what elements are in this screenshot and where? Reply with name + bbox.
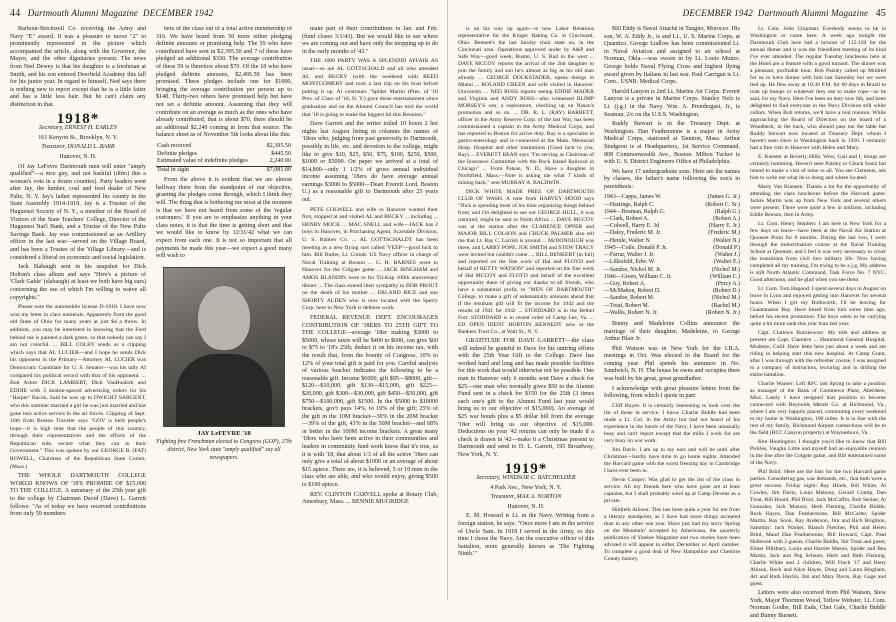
paragraph: is on his way up again—is now Labor Relations representative for the Kroger Baking Co. at Cincinnati, Ohio. Bennett's the last faculty chair state on, in the Cincinnati area. Operations approved under by A&P and Safe Way—good week, Buster, U. S. Rail in the west ... DAVE MCCOY reports the arrival of the 2nd daughter to join the family and son he's almost as big as his old man already. ... GEORGE DOCKSTADER, opens doings in Miami ... ROLAND GREEN and wife visited in Hanover. University ... NED ROSS reports seeing EDDIE MADER and Virginia and ANDY ROSS—also witnessed BLIMP MORSEY'S son, a sophomore, checking up on Nason's promotion and so on. ... DR. R. L. (RAY) BARRETT, officer in the Army Reserve Corp. of the last War, has been commissioned a captain in the Army Medical Corps, and has reported to Boston for active duty. Ray is a specialist in gastro-enterology and is connected at the Mass. Memorial Hosp. Hospital and other institutions (Good luck to you, Ray) ... EVERETT BEAN says "I'm serving as Chairman of the Insurance Committee with the Rock Island Railroad in Chicago" ... From Patsan, N. D., Have a daughter in Northfield, Mass.—Note is asking me what 7 kinds of mining back," sent MURRAY A. BALDWIN. — [458, 26, 594, 186]
table-row — [156, 143, 292, 151]
class-secretary-address: 4 Park Ave., New York, N. Y. — [490, 484, 562, 491]
table-row — [604, 303, 740, 310]
paragraph: make part of their contributions in Jan. and Feb. (fund closes 3/1/43). But we would like to see where we are coming out and have only the mopping up to do in the early months of '43." — [302, 26, 438, 55]
class-treasurer: Treasurer, DONALD L. BARR — [41, 144, 115, 151]
paragraph: Ruddy Stewart is in the Treasury Dept. at Washington. Dan Featherstone is a major in Army Medical Corps, stationed at Taunton, Mass. Arthur Studgeon is at Headquarters, 1st Service Command, 808 Commonwealth Ave., Boston. Milton Tucker is with U. S. District Engineers Office at Philadelphia. — [604, 121, 740, 166]
table-cell: Cash received — [157, 142, 192, 149]
right-page — [448, 0, 896, 619]
table-cell: —Wallis, Robert N. Jr. — [604, 309, 658, 316]
table-cell: —Heinle, Walter N. — [604, 237, 652, 244]
paragraph: FEDERAL REVENUE DEPT. ENCOURAGES CONTRIBUTION OF '18ERS TO 25TH GIFT TO THE COLLEGE—average '18er making $3000 to $5000, whose taxes will be $400 to $600, can give $60 to $75 to '18's 25th; deduct it on his income tax, with the result that, from the bounty of Congress, 10% to 12% of your total gift is paid for you. Careful analysis of various bracket indicates the following to be a reasonable gift. Income $6000, gift $95—$8000, gift—$120—$10,000, gift $130—$15,000, gift $225—$20,000, gift $300—$30,000, gift $450—$50,000, gift $750—$100,000, gift $1500. In the $5000 to $10000 brackets, gov't pays 14%, to 19% of the gift; 25% of the gift in the 10M bracket—30% in the 20M bracket—39% of the gift, 43% in the 50M bracket—and 68% or better in the 100M income brackets. A great many '18ers who have been active in their communities and leaders in community fund work know that it's true, as it is with '18, that about 1/3 of all the active '18ers can only give a total of about $1000 or an average of about $15 apiece. There are, it is believed, 5 or 10 men in the class who are able, and who would enjoy, giving $500 to $100 apiece. — [302, 314, 438, 489]
right-column-3 — [750, 26, 886, 622]
table-row — [156, 158, 292, 166]
table-row — [604, 274, 740, 281]
paragraph: Letters were also received from Phil Watson, Stew York, Major Thornton Wood, Tetlow Webster, Lt. Com. Norman Godbe, Bill Eads, Chet Gale, Charlie Biddle and Bunny Burnett. — [750, 590, 886, 619]
left-header-title: Dartmouth Alumni Magazine — [27, 8, 139, 18]
paragraph: Jack Slabaugh sent in his snapshot for Dick Holton's class album and says "Here's a picture of 'Clark Gable' (slabaugh) at least we both have big ears) concerning the use of which I'm willing to waive all copyrights." — [10, 264, 146, 301]
class-secretary-address: 161 Kenyon St., Brooklyn, N. Y. — [38, 134, 118, 141]
table-cell: —Sandoe, Nichol M. Jr. — [604, 266, 662, 273]
table-cell: —Sandoe, Robert M. — [604, 295, 655, 302]
table-row — [604, 194, 740, 201]
undergraduate-sons-table — [604, 194, 740, 316]
table-cell: 2,240.00 — [269, 158, 291, 165]
table-row — [604, 259, 740, 266]
portrait-head-shape — [198, 286, 250, 350]
table-cell: (Nichol M.) — [711, 266, 740, 273]
paragraph: Ken Huntington: I thought you'd like to know that Bill Pickles, Vaughn Little and myself had an enjoyable reunion in the line after the Colgate game, and Bill entertained some of the Navy. — [750, 439, 886, 466]
paragraph: THE 1000 PARTY WAS A SPLENDID AFFAIR AS usual—so are AL GOTTSCHALD and all who attended AL and BECKY (with the weekend with REED MONTGOMERY and took a last trip on his boat before putting it up. Al continues "Spider Martin (Pres. of '18 Pres. of Class of '18, N. Y.) gave these entertainment since graduation and on the Alumni Council has told the world that '18 is going to make the biggest hit this Reunion." — [302, 58, 438, 118]
table-cell: (Donald P.) — [713, 244, 740, 251]
table-cell: Estimated value of indefinite pledges — [157, 158, 248, 165]
paragraph: Phil Watson was in New York for the I.B.A. meetings in Oct. Was elected to the Board for the coming year. Phil spends his summers in No. Sandwich, N. H. The house he owns and occupies there was built by his great, great grandfather. — [604, 345, 740, 383]
left-page-number: 44 — [10, 8, 21, 19]
paragraph: Lt. Com. John Chipman: Everbody seems to be in Washington or come here. A week ago tonight the Dartmouth Club here had a turnout of 115:120 for the annual dinner and it was the friendliest meeting of its kind I've ever attended. The regular Tuesday luncheons here at the Hotel are a feature with a good turnout. The dinner was a pleasant, profitable hour. Bob Paisley called up Mildred for us to have dinner with him last Saturday but we were tied up. He flew away at 10:30 P.M. for 60 days in Brazil to look up bumps or whatever they use to make rope—so he said, for my Navy. Here I've been on duty now 8th, and been delighted to find everyone in the Navy Division still white collars. When Bob returns, we'll have a real reunion. While approaching the Board of Directors on the board of a Woodbeck, in the back, who should pass me the table but Ruddy Stewart now located at Treasury Dept. whom I haven't seen since in Washington back in 1926. I certainly had a fine visit in Hanover with Helen and Mary. — [750, 26, 886, 151]
paragraph: Of Jay LeFevre Dartmouth men will enter "amply qualified"—a nice guy, and not bashful (ditto) this a woman's vote in a dozen counties). Party leaders went after Jay, the lumber, coal and feed dealer of New Paltz, N. Y. Jay's father represented his county in the State Assembly 1914-1918. Jay is a Trustee of the Huguenot Society of N. Y., a member of the Board of Visitors of the State Teachers' College, Director of the Huguenot Nat'l Bank, and a Trustee of the New Paltz Savings Bank. Jay was commissioned as an Artillery officer in the last war—served on the Village Board, and has been a Trustee of the Village Library—and is considered a liberal on economic and social legislation. — [10, 163, 146, 261]
table-row — [604, 230, 740, 237]
paragraph: Marty Van Bransen: Thanks a lot for the opportunity of attending the class luncheons before the Harvard game. Jackie Martin was up from New York and several others were present. There were quite a few in uniform, including Eddie Benson, then in Army. — [750, 184, 886, 218]
paragraph: Lt. Com. Tom Hagood: I spent several days in August on leave in Lynn and enjoyed getting into Hanover for several hours. When I got my Bothworth, I'll be leaving for Guantanamo Bay. Have heard from him some time ago, before his recent promotion. The boys seem to be carrying quite a bit more rank this year than last year. — [750, 286, 886, 327]
table-row — [604, 209, 740, 216]
paragraph: E. Kuester at Beverly Hills: Wow, Gail and I, things are certainly humming. Haven't seen Paisley or Chuck Soutz but intend to make a visit of mine to all. You see Clements, ask him to write me what he is doing and where located. — [750, 154, 886, 181]
table-row — [604, 238, 740, 245]
portrait-photo — [163, 267, 285, 427]
paragraph: Charlie Warner: Left RFC last Spring to take a position as manager of the Bank of Commerce Plant, Aberdeen, Miss. Lately I have resigned that position to become connected with Reynolds Metals Co. at Richmond, Va., where I am very happily placed, commuting every weekend to my home in Washington, 100 miles. It is in line with the rest of my family. Richmond Airport connections will be to the field (RCC Canyon property) at Waynesboro, Va. — [750, 381, 886, 436]
paragraph: Hildreth Allison: This has been quite a year for me from a literary standpoint, as I have had more things accepted than in any other one year. Have just had my story 'Spring on the Mountain' accepted by Americana, the quarterly publication of Yankee Magazine and two stories have been advised it will appear in either December or April number. To complete a good deal of New Hampshire and Cheshire County history. — [604, 506, 740, 562]
paragraph: From the above it is evident that we are almost halfway there from the standpoint of our objective, granting the pledges come through, which I think they will. The thing that is bothering me most at the moment is that we have not heard from some of the 'regular customers.' If you are to emphasize anything in your class notes, it is that the time is getting short and that we would like to know by 12/31/42 what we can expect from each one. It is not so important that all payments be made this year—we expect a good many will wish to — [156, 177, 292, 260]
class-secretary: Secretary, WINDSOR C. BATCHELDER — [476, 475, 576, 482]
right-page-number: 45 — [875, 8, 886, 19]
table-row — [604, 202, 740, 209]
paragraph: Please note the automobile license D-1918. I have now won my letter in class numerals. Apparently from the good old State of Ohio for many years at just $4 a throw. In addition, you may be interested in knowing that the Ford behind me is painted a dark green, so that nobody can say I am not colorful. ... BILL COLBY sends us a clipping which says that AL LUCIER—and I hope he sends Dick his opponent in the Primary—Attorney AL LUCIER was Democratic Candidate for U. S. Senator—was his tally AI compared his political record with that of his opponent. ... Bob Acker DICK LAMBERT, Dick VanBuskirk and EDDIE with 3 double-spaced advertising orders for his "Harpie" Bacon. Said he was up to DWIGHT SARGENT, who this summer married a girl he was just married and has gone into active service in the air forces. Clipping of Sept. 16th from Boston Traveler says "GOV is held people's hope—it is high time that the people of this country, through their representatives and the efforts of the Republican side, secure what they can in their Government." This was spoken by our GEORGE B. (FAT) ROWELL, Chairman of the Republican State Comm. (Mass.) — [10, 304, 146, 470]
table-cell: Total in sight — [156, 166, 262, 174]
paragraph: GRATITUDE FOR DAVE GARRETT—the class will indeed be grateful to Dave for his untiring efforts with the 25th Year Gift to the College. Dave has worked hard and long and has made possible facilities for this work that would otherwise not be possible. One man in Hanover only 6 months sent Dave a check for $25—one man who normally gives $50 to the Alumni Fund sent in a check for $150 for the 25th (3 times each one's gift to the Alumni Fund last year would bring us to our objective of $15,000). An average of $25 war bonds plus a $5 dollar bill from the average '18er will bring us our objective of $15,000. Deductions on your '42 returns can only be made if a check is drawn in '42—make it a Christmas present to Dartmouth and send to D. L. Garrett, 195 Broadway, New York, N. Y. — [458, 338, 594, 458]
table-cell: (Harry E. Jr.) — [708, 223, 740, 230]
table-cell: (Percy A.) — [715, 280, 740, 287]
paragraph: Nevin Cooper: Was glad to get the list of the class in service. All my friends here who have gone are at least captains, but I shall probably wind up at Camp Devens as a private. — [604, 476, 740, 504]
paragraph: Harold Lanyon is 2nd Lt. Marine Air Corps. Everett Lanyon is a private in Marine Corps. Stanley Nelz is Lt. (j.g.) in the Navy. Wm. A. Prendergast, Jr., is Seaman, 2/c on the U.S.S. Washington. — [604, 88, 740, 118]
paragraph: E. M. Howard is Lt. in the Navy. Writing from a foreign station, he says: "Once more I am in the service of Uncle Sam. In 1918 I served in the Army, so this time I chose the Navy. Am the executive officer of this battalion, more generally known as 'The Fighting Ninth.'" — [458, 513, 594, 558]
left-page — [0, 0, 448, 600]
class-secretary: Secretary, ERNEST H. EARLEY — [38, 125, 118, 132]
table-cell: (Nichol M.) — [711, 295, 740, 302]
photo-caption-name: JAY LeFEVRE '18 — [197, 429, 251, 437]
table-cell: (Walter J.) — [715, 252, 740, 259]
table-cell: 1945—Coile, Donald P. Jr. — [604, 244, 668, 251]
table-cell: —Farrar, Walter J. Jr. — [604, 252, 655, 259]
table-cell: $7,081.00 — [262, 166, 292, 174]
paragraph: THE WHOLE DARTMOUTH COLLEGE WORLD KNOWS OF '18'S PROMISE OF $15,000 TO THE COLLEGE. A summary of the 25th year gift to the college by Chairman David (Dave) L. Garrett follows: "As of today we have received contributions from only 59 members — [10, 473, 146, 518]
table-cell: —McMahon, Robert D. — [604, 288, 661, 295]
right-column-2 — [604, 26, 740, 565]
paragraph: Dave Garrett and the writer toiled 10 hours 2 hot nights last August listing in columns the names of '18ers who, judging from past generosity to Dartmouth, possibly in life, etc. and devotion to the college, might like to give $10, $25, $50, $75, $100, $250, $500, $1000 or $5000. On paper we arrived at a total of $14,800—only 1 1/2% of gross annual individual income assuming '18ers do have average annual earnings $3000 to $5000—Dean Everett Lord, Boston U.) as a reasonable gift to Dartmouth after 25 years out. — [302, 121, 438, 204]
table-cell: (Walter N.) — [713, 237, 740, 244]
paragraph: I acknowledge with great pleasure letters from the following, from which I quote in part: — [604, 385, 740, 400]
table-row — [604, 295, 740, 302]
portrait-body-shape — [176, 354, 272, 426]
paragraph: Bunny and Madeleine Collins announce the marriage of their daughter, Madeleine, to George Arthur Blair Jr. — [604, 320, 740, 343]
paragraph: DICK WHITE MADE PRES. OF DARTMOUTH CLUB OF WASH. A note from HARVEY HOOD says "Dick is spending most of his time organizing things behind front, and I'm delighted to see our GEORGE HULL, it was rumored, might be sent to North Africa ... DAVE MCCOY was at the station after the CLARENCE OPPER and MAJOR BILL COLSON and CHUCK PALMER also tell me that Lt. Ray C. Larrish is around ... McDONOUGH was there, and LARRY POPE, JOE SMITH and STEW TRACY were invited but couldn't come. ... BILL BENKERT (in full) and reported on the fine work of Hal and FLOYD and behalf of BETTY WATSON" and reported on the fine work of Hal MCCOY and FLOYD and behalf of the excellent opportunity there of giving our thanks to all friends, who have a substantial profit, to "MEN OF DARTMOUTH" College, to make a gift of substantially amounts ahead that if the resultant gift will fit the income for 1942 and the results of 1941 for 1942 ... STODDARD is in the Bethel Fort. STODDARD is in recent order of Camp Lee, Va. ... ED OPEN IDENT HORTON KENNEDY now at the Bankers Trust Co., at Wall St., N. Y. — [458, 189, 594, 335]
table-row — [604, 245, 740, 252]
table-cell: (Ralph G.) — [714, 208, 740, 215]
table-cell: 1946—Green, William C. Jr. — [604, 273, 672, 280]
table-cell: —Clark, Robert A. — [604, 216, 649, 223]
table-cell: Definite pledges — [157, 150, 198, 157]
left-column-3 — [302, 26, 438, 509]
paragraph: REV. CLINTON CARVELL spoke at Rotary Club, Amesbury, Mass. ... BENNIE MUGRIDGE — [302, 491, 438, 506]
table-cell: (Rachel M.) — [711, 302, 740, 309]
table-cell: (Robert N. Jr.) — [705, 309, 740, 316]
class-treasurer: Treasurer, MAX A. NORTON — [490, 494, 562, 501]
class-treasurer-address: Hanover, N. H. — [59, 153, 97, 160]
table-row — [604, 310, 740, 317]
table-cell: —Hastings, Ralph C. — [604, 201, 655, 208]
table-cell: (Robert D.) — [712, 288, 740, 295]
paragraph: PETE COLWELL and wife in Hanover wanted their first, stopped at and visited AL and BECKY ... including ... HENRY MOCK ... MAC SNELL and wife—JACK has 2 boys in Hanover, in Purchasing Agent, Scarsdale Division, U. S. Rubber Co. ... AL GOTTSCHALDT has been meeting as a new flying sort called 'VEEP'—good luck to him. Bill Butler, Lt. Comdr. US Navy officer in charge of Naval Training at Boston ... G. H. BARNES went to Hanover for the Colgate game ... JACK BINGHAM and AMOS BLANDIN were to for Tri-Kap 100th anniversary dinner ... The class extend their sympathy to BOB PROUT on the death of his mother ... ERLAND RICE and son SHORTY ALDEN who is now located with the Sperry Corp. here in New York is defense work. — [302, 206, 438, 312]
right-column-1 — [458, 26, 594, 561]
table-cell: $445.50 — [271, 150, 291, 157]
paragraph: Bill Eddy is Naval Attaché in Tangier, Morocco. His son, W. A. Eddy Jr., is and Lt., U. S. Marine Corps, at Quantico. George Ludlow has been commissioned Lt. in Naval Aviation and assigned to air school at Norman, Okla.—was sworn in by Lt. Louis Munro. George holds Naval Flying Cross and highest flying award given by Italians in last war. Paul Carrigan is Lt. Com., USNR. Medical Corps. — [604, 26, 740, 86]
right-running-header — [458, 8, 886, 22]
table-cell: (Robert A.) — [713, 216, 740, 223]
table-cell: —Lillesfeld, Edw. W. — [604, 259, 656, 266]
table-cell: —Daley, Frederic M. Jr. — [604, 230, 662, 237]
paragraph: Capt. Clarence Buzzesworr: My title and address at present are Capt. Clarence ... Hammond General Hospital, Modesto, Calif. Have been here just about a week and am riding in helping start this new hospital. At Camp Grant, after I was through with the refresher course, I was assigned to a company of instructors, lecturing and in drilling the entire battalion. — [750, 330, 886, 378]
class-year-heading: 1918* — [56, 110, 100, 127]
paragraph: Barbour-Stockwell Co. receiving the Army and Navy "E" award. It was a pleasure to move "2" to prominently represented in the picture which accompanied the article, along with the Governor, the Mayor, and the other dignitaries present. The news from Ned Dewey is that his daughter is a freshman at Smith, and his son entered Deerfield Academy this fall for his junior year. In regard to himself, Ned says there is nothing new to report except that he is a little fatter and has a little less hair. But he can't claim any distinction in that. — [10, 26, 146, 108]
table-cell: —Guy, Robert A. — [604, 280, 646, 287]
table-cell: —Colwell, Harry E. 3d — [604, 223, 660, 230]
table-cell: (Robert C. Sr.) — [705, 201, 740, 208]
table-row — [156, 166, 292, 174]
table-cell: (Frederic M.) — [708, 230, 740, 237]
paragraph: Jim Davis: I am up to my ears and will be until after Christmas—hardly have time to go home nights. Attended the Harvard game with the worst freezing day in Cambridge I have ever been in. — [604, 446, 740, 474]
paragraph: We have 17 undergraduate sons. Here are the names by classes, the father's name following the son's in parenthesis: — [604, 168, 740, 190]
class-year-heading: 1919* — [504, 460, 548, 477]
table-cell: $2,395.50 — [266, 142, 291, 149]
right-header-title: Dartmouth Alumni Magazine — [757, 8, 869, 18]
fund-balance-table — [156, 143, 292, 174]
paragraph: Phil Brinl: Here are the lists for the two Harvard game parties. Considering gas, war demands, etc., that both were a great success. Friday night: Ray Hinds, Bill White, Al Cowley, Jim Davis, Louis Mahony, Gerald Crump, Dan Treat, Bill Hoard, Phil Brinl, Jack McCaffin, Bob Secher, Al Gonzales, Jack Mansor, Herb Fleming, Charlie Biddle, Rock Hayes, Dan Featherstone, Bill McCarter, Spider Martin, Ray Soon, Ray Anderson, Jim and Rich Brighton, Saturday: Jack Warner, Blanch Fletcher, Phil and Helen Brinl, Maud Dan Featherstone, Bill Howard, Capt. Paul Holbrook with 2 guests, Charlie Biddle, Stir Treat and guest, Elmer Pillsbury, Louis and Harriet Mason, Spider and Bea Martin, Jack and Peg Scherer, Herb and Beth Fleming, Charlie White and 2 children, Will Finch '17 and Betty Allison, Rock and Alice Hayes, Doug and Laura Bingham, Art and Ruth Havlin, Jim and Mary Davis, Ray Gage and guest. — [750, 469, 886, 587]
paragraph: Cliff Hayes: It is certainly interesting to look over the list of those in service. I know Charlie Biddle had been made a Lt. Col. in the Army but had not heard of his experience in the hands of the Navy. I have been unusually busy and can't report except that the mills I work for are very busy on war work. — [604, 402, 740, 444]
class-treasurer-address: Hanover, N. H. — [507, 503, 545, 510]
table-cell: 1943—Capps, James W. — [604, 194, 662, 201]
table-cell: —Treat, Robert M. — [604, 302, 650, 309]
table-cell: (Walter E.) — [713, 259, 740, 266]
paragraph: Lt. Com. Henry Stephen: I am here in New York for a few days on leave—have been at the Naval Air Station at Quonset Point for 6 months. During the last two, I went through the indoctrination course at the Naval Training School at Quonset, and I feel it was very necessary to cover the transitions from civil into military life. Now having completed all my training, I'm trying to be a j.g. My address is still North Atlantic Command, Task Force No. 7 NYC. Good afternoon, and be glad when you see them. — [750, 221, 886, 283]
left-column-1 — [10, 26, 146, 521]
left-running-header — [10, 8, 437, 22]
table-cell: (William C.) — [710, 273, 740, 280]
paragraph: bers of the class out of a total active membership of 316. We have heard from 50 more either pledging definite amounts or promising help. The 59 who have contributed have sent in $2,395.50 and 7 of these have pledged an additional $330. The average contribution of these 59 is therefore about $70. Of the 18 who have pledged definite amounts, $2,495.50 has been promised. These pledges include one for $1000, bringing the average contribution per person up to $148. Thirty-two others have promised help but have not set a definite amount. Assuming that they will contribute on an average as much as the ones who have already contributed, that is about $70, there should be an additional $2,240 coming in from that source. The balance sheet as of November 5th looks about like this: — [156, 26, 292, 139]
table-row — [156, 151, 292, 159]
left-header-date: DECEMBER 1942 — [143, 8, 214, 18]
photo-caption: Fighting free Frenchman elected to Congress (GOP), 27th district, New York state "amply qualified" say all newspapers. — [156, 439, 292, 461]
table-cell: 1944—Bosman, Ralph G. — [604, 208, 666, 215]
left-column-2 — [156, 26, 292, 464]
table-cell: (James G. Jr.) — [707, 194, 740, 201]
table-row — [604, 267, 740, 274]
right-header-date: DECEMBER 1942 — [682, 8, 753, 18]
